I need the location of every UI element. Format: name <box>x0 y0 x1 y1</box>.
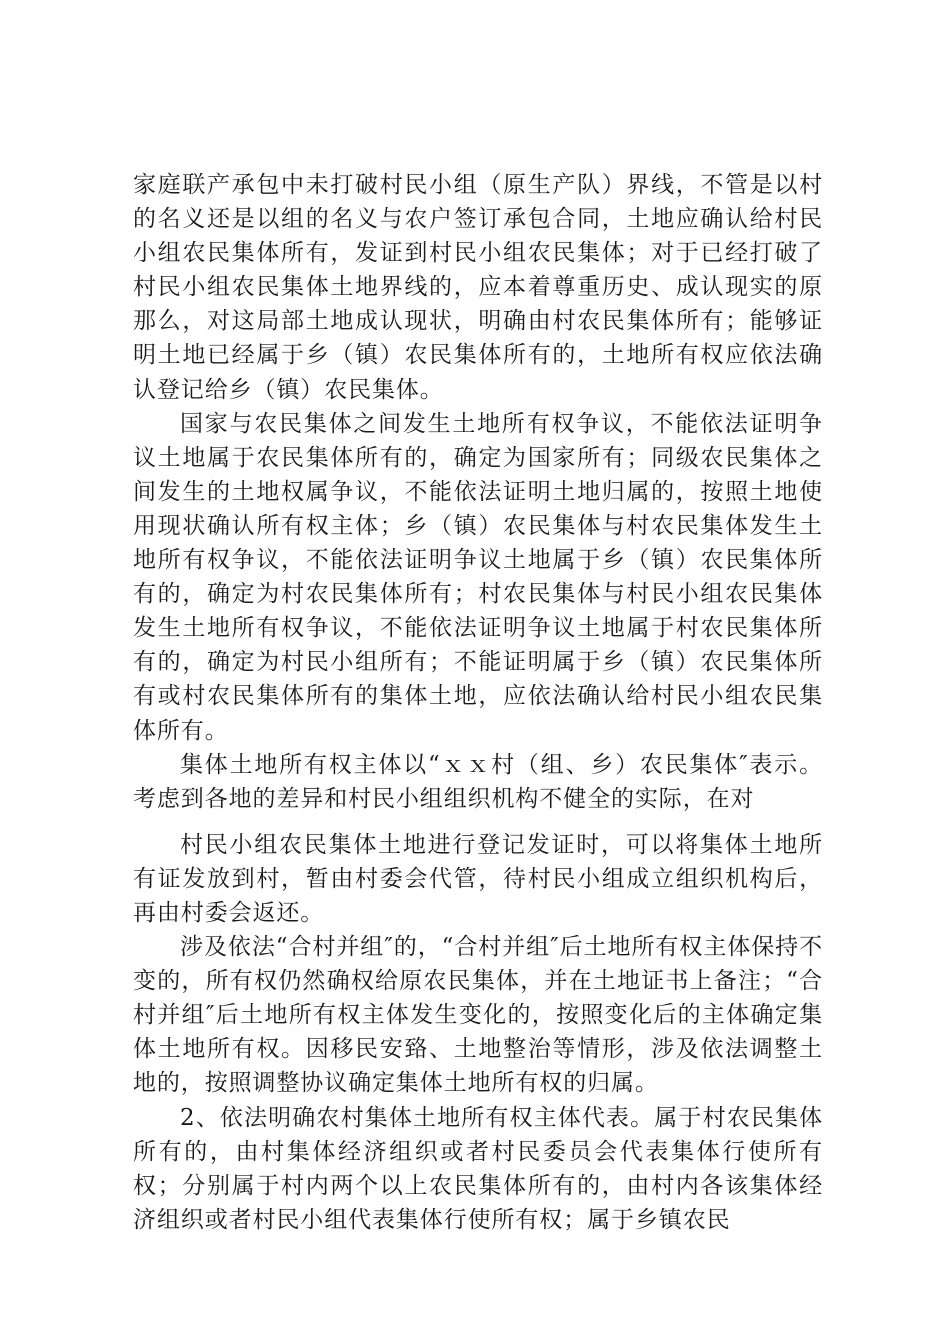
paragraph-1: 家庭联产承包中未打破村民小组（原生产队）界线，不管是以村的名义还是以组的名义与农户签订承包合同，土地应确认给村民小组农民集体所有，发证到村民小组农民集体；对于已经打破了村民小组农民集体土地界线的，应本着尊重历史、成认现实的原那么，对这局部土地成认现状，明确由村农民集体所有；能够证明土地已经属于乡（镇）农民集体所有的，土地所有权应依法确认登记给乡（镇）农民集体。 <box>133 172 823 403</box>
document-body <box>133 168 823 1237</box>
paragraph-2: 国家与农民集体之间发生土地所有权争议，不能依法证明争议土地属于农民集体所有的，确定为国家所有；同级农民集体之间发生的土地权属争议，不能依法证明土地归属的，按照土地使用现状确认所有权主体；乡（镇）农民集体与村农民集体发生土地所有权争议，不能依法证明争议土地属于乡（镇）农民集体所有的，确定为村农民集体所有；村农民集体与村民小组农民集体发生土地所有权争议，不能依法证明争议土地属于村农民集体所有的，确定为村民小组所有；不能证明属于乡（镇）农民集体所有或村农民集体所有的集体土地，应依法确认给村民小组农民集体所有。 <box>133 410 823 744</box>
paragraph-3: 集体土地所有权主体以“ｘｘ村（组、乡）农民集体″表示。考虑到各地的差异和村民小组组织机构不健全的实际，在对 <box>133 751 823 812</box>
paragraph-5: 涉及依法“合村并组″的，“合村并组″后土地所有权主体保持不变的，所有权仍然确权给原农民集体，并在土地证书上备注；“合村并组″后土地所有权主体发生变化的，按照变化后的主体确定集体土地所有权。因移民安臵、土地整治等情形，涉及依法调整土地的，按照调整协议确定集体土地所有权的归属。 <box>133 934 823 1097</box>
paragraph-4: 村民小组农民集体土地进行登记发证时，可以将集体土地所有证发放到村，暂由村委会代管，待村民小组成立组织机构后，再由村委会返还。 <box>133 831 823 926</box>
paragraph-6: 2、依法明确农村集体土地所有权主体代表。属于村农民集体所有的，由村集体经济组织或者村民委员会代表集体行使所有权；分别属于村内两个以上农民集体所有的，由村内各该集体经济组织或者村民小组代表集体行使所有权；属于乡镇农民 <box>133 1104 823 1233</box>
